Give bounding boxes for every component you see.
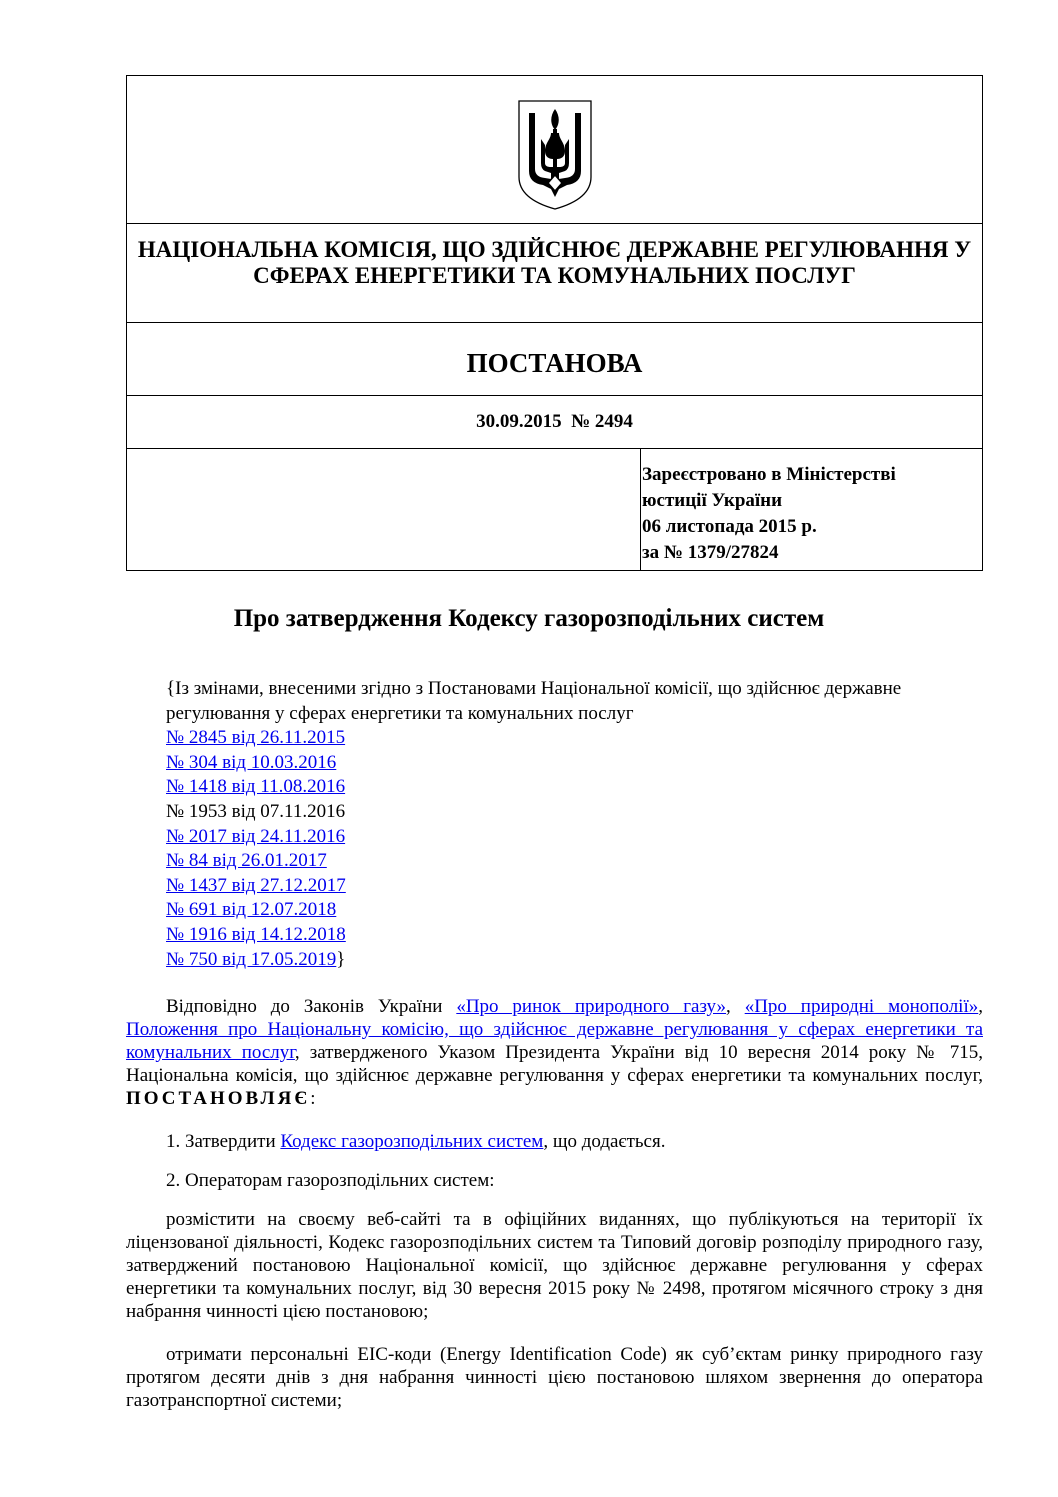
document-type: ПОСТАНОВА <box>466 348 643 378</box>
emblem-row <box>127 76 982 224</box>
amendment-text: № 1953 від 07.11.2016 <box>166 800 346 822</box>
law-link-gas-market[interactable]: «Про ринок природного газу» <box>456 996 727 1017</box>
amendment-link[interactable]: № 84 від 26.01.2017 <box>166 850 327 872</box>
paragraph-text: розмістити на своєму веб-сайті та в офіційних виданнях, що публікуються на території їх ліцензованої діяльності, Кодекс газорозподільних систем та Типовий договір розподілу природного газу, затверджений постановою Національної комісії, що здійснює державне регулювання у сферах енергетики та комунальних послуг, від 30 вересня 2015 року № 2498, протягом місячного строку з дня набрання чинності цією постановою; <box>126 1209 983 1322</box>
preamble-text: Відповідно до Законів України <box>166 996 457 1017</box>
code-link[interactable]: Кодекс газорозподільних систем <box>280 1131 544 1152</box>
organization-name: НАЦІОНАЛЬНА КОМІСІЯ, ЩО ЗДІЙСНЮЄ ДЕРЖАВНЕ РЕГУЛЮВАННЯ У СФЕРАХ ЕНЕРГЕТИКИ ТА КОМУНАЛЬНИХ ПОСЛУГ <box>137 237 972 288</box>
registration-line: 06 листопада 2015 р. <box>642 516 817 537</box>
preamble-text: , <box>726 996 745 1017</box>
amendment-link[interactable]: № 750 від 17.05.2019 <box>166 948 337 970</box>
law-link-natural-monopolies[interactable]: «Про природні монополії» <box>744 996 979 1017</box>
header-table <box>126 75 983 571</box>
amendment-link[interactable]: № 1418 від 11.08.2016 <box>166 776 346 798</box>
paragraph-eic-codes <box>126 1343 983 1412</box>
registration-line: Зареєстровано в Міністерстві <box>642 464 896 485</box>
amendment-link[interactable]: № 691 від 12.07.2018 <box>166 899 337 921</box>
amendments-intro: {Із змінами, внесеними згідно з Постановами Національної комісії, що здійснює державне регулювання у сферах енергетики та комунальних послуг <box>166 678 902 724</box>
item-text: , що додається. <box>543 1131 666 1152</box>
preamble-text: : <box>310 1088 316 1109</box>
trident-emblem-icon <box>515 99 595 211</box>
amendments-block <box>166 677 986 972</box>
item-2-paragraph <box>126 1169 983 1192</box>
doc-type-row <box>127 323 982 396</box>
cell-divider <box>640 449 641 570</box>
date-row <box>127 396 982 449</box>
organization-row <box>127 224 982 323</box>
amendment-link[interactable]: № 1437 від 27.12.2017 <box>166 874 346 896</box>
item-text: 1. Затвердити <box>166 1131 281 1152</box>
preamble-text: , <box>978 996 983 1017</box>
item-1-paragraph <box>126 1130 983 1153</box>
registration-stamp <box>642 462 896 566</box>
item-text: 2. Операторам газорозподільних систем: <box>166 1170 495 1191</box>
document-title: Про затвердження Кодексу газорозподільних систем <box>233 605 825 632</box>
paragraph-publish <box>126 1208 983 1323</box>
paragraph-text: отримати персональні EIC-коди (Energy Identification Code) як суб’єктам ринку природного газу протягом десяти днів з дня набрання чинності цією постановою шляхом звернення до оператора газотранспортної системи; <box>126 1344 983 1411</box>
document-date-number: 30.09.2015 № 2494 <box>476 411 633 432</box>
preamble-text: , затвердженого Указом Президента України від 10 вересня 2014 року № 715, Національна комісія, що здійснює державне регулювання у сферах енергетики та комунальних послуг, <box>126 1042 983 1086</box>
decree-word: ПОСТАНОВЛЯЄ <box>126 1088 311 1109</box>
regulation-link[interactable]: Положення про Національну комісію, що здійснює державне регулювання у сферах енергетики та комунальних послуг <box>126 1019 983 1063</box>
preamble-paragraph <box>126 995 983 1110</box>
registration-row <box>127 449 982 570</box>
amendment-link[interactable]: № 2845 від 26.11.2015 <box>166 727 346 749</box>
amendment-link[interactable]: № 1916 від 14.12.2018 <box>166 923 346 945</box>
amendment-link[interactable]: № 304 від 10.03.2016 <box>166 751 337 773</box>
registration-line: юстиції України <box>642 490 783 511</box>
registration-line: за № 1379/27824 <box>642 542 779 563</box>
amendment-link[interactable]: № 2017 від 24.11.2016 <box>166 825 346 847</box>
amendments-closing: } <box>336 948 346 970</box>
